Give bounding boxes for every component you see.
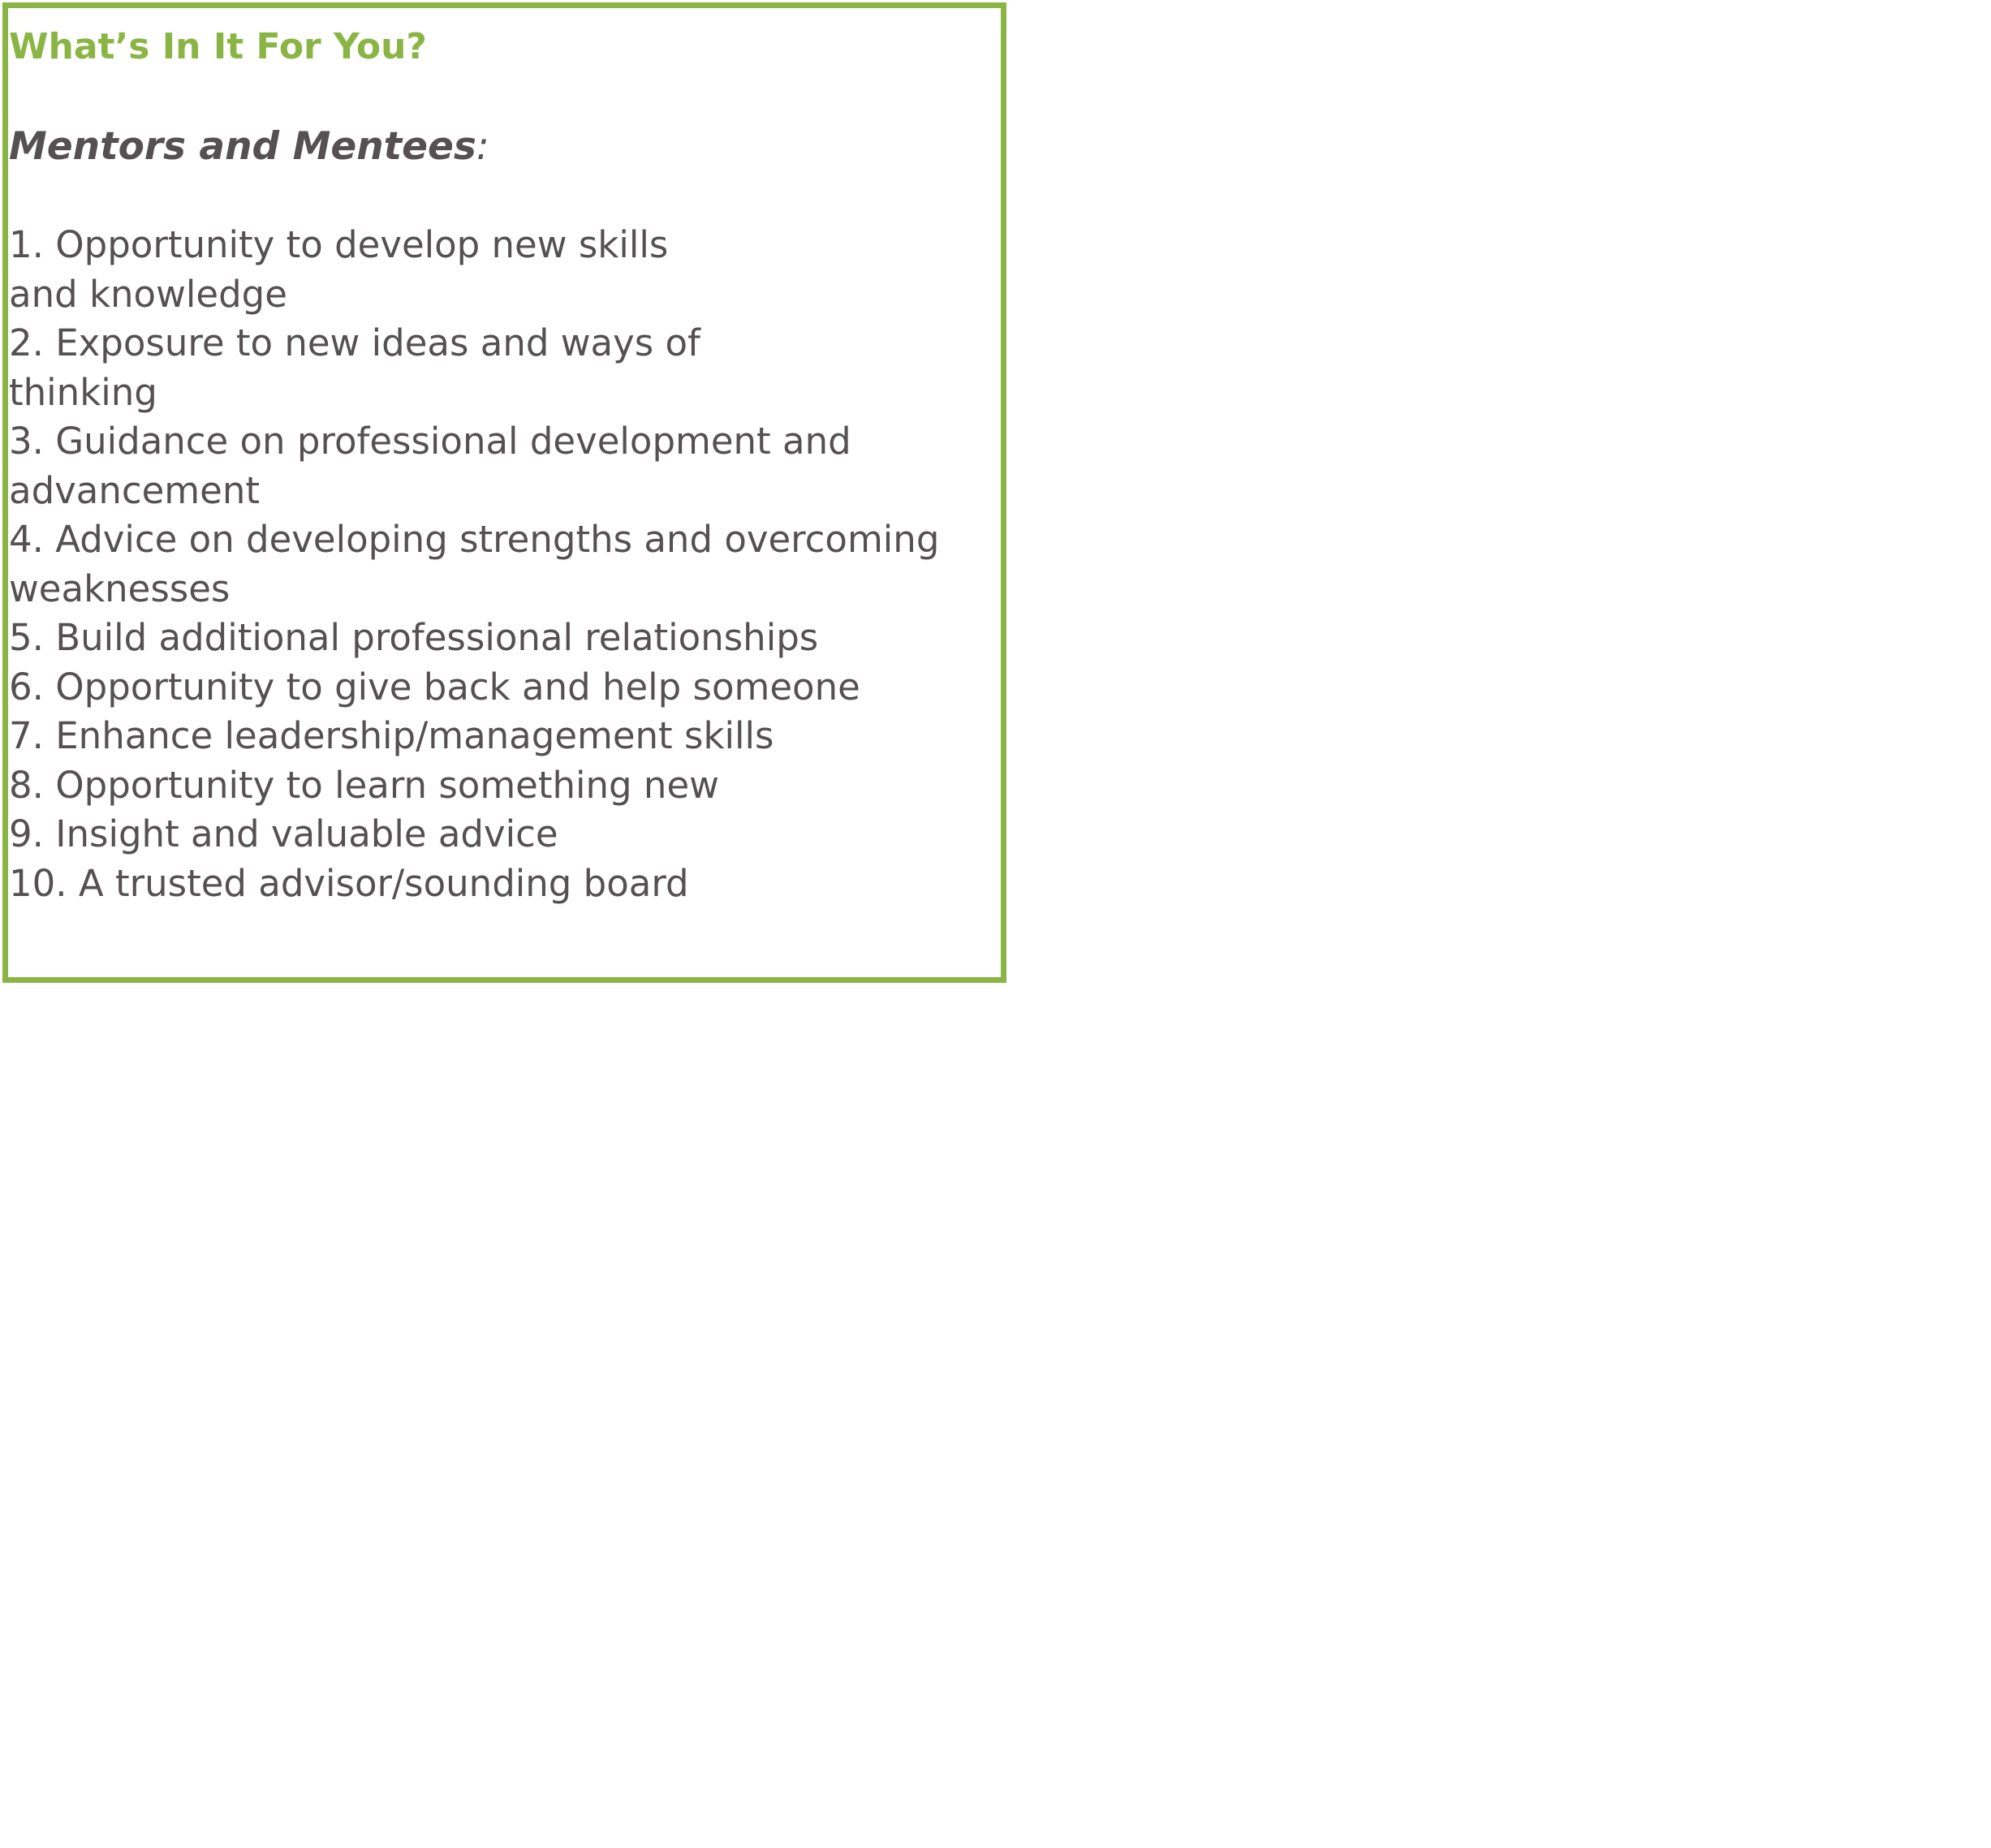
benefit-line: advancement xyxy=(9,468,260,512)
benefit-line: 3. Guidance on professional development and xyxy=(9,420,851,463)
benefit-line: 6. Opportunity to give back and help someone xyxy=(9,665,860,709)
benefit-line: thinking xyxy=(9,370,157,414)
audience-subtitle xyxy=(9,122,489,172)
benefit-line: 9. Insight and valuable advice xyxy=(9,812,558,855)
benefit-line: 1. Opportunity to develop new skills xyxy=(9,223,669,266)
benefit-line: 8. Opportunity to learn something new xyxy=(9,763,719,807)
panel-title: What’s In It For You? xyxy=(9,26,427,67)
benefit-line: 5. Build additional professional relationships xyxy=(9,616,819,659)
benefits-list xyxy=(9,221,939,908)
audience-label: Mentors and Mentees xyxy=(9,124,476,169)
benefit-line: 2. Exposure to new ideas and ways of xyxy=(9,321,700,364)
benefit-line: 4. Advice on developing strengths and overcoming xyxy=(9,518,940,561)
benefit-line: weaknesses xyxy=(9,566,231,610)
audience-colon: : xyxy=(476,124,489,169)
benefit-line: 7. Enhance leadership/management skills xyxy=(9,714,774,757)
benefit-line: and knowledge xyxy=(9,272,287,316)
benefit-line: 10. A trusted advisor/sounding board xyxy=(9,861,689,905)
